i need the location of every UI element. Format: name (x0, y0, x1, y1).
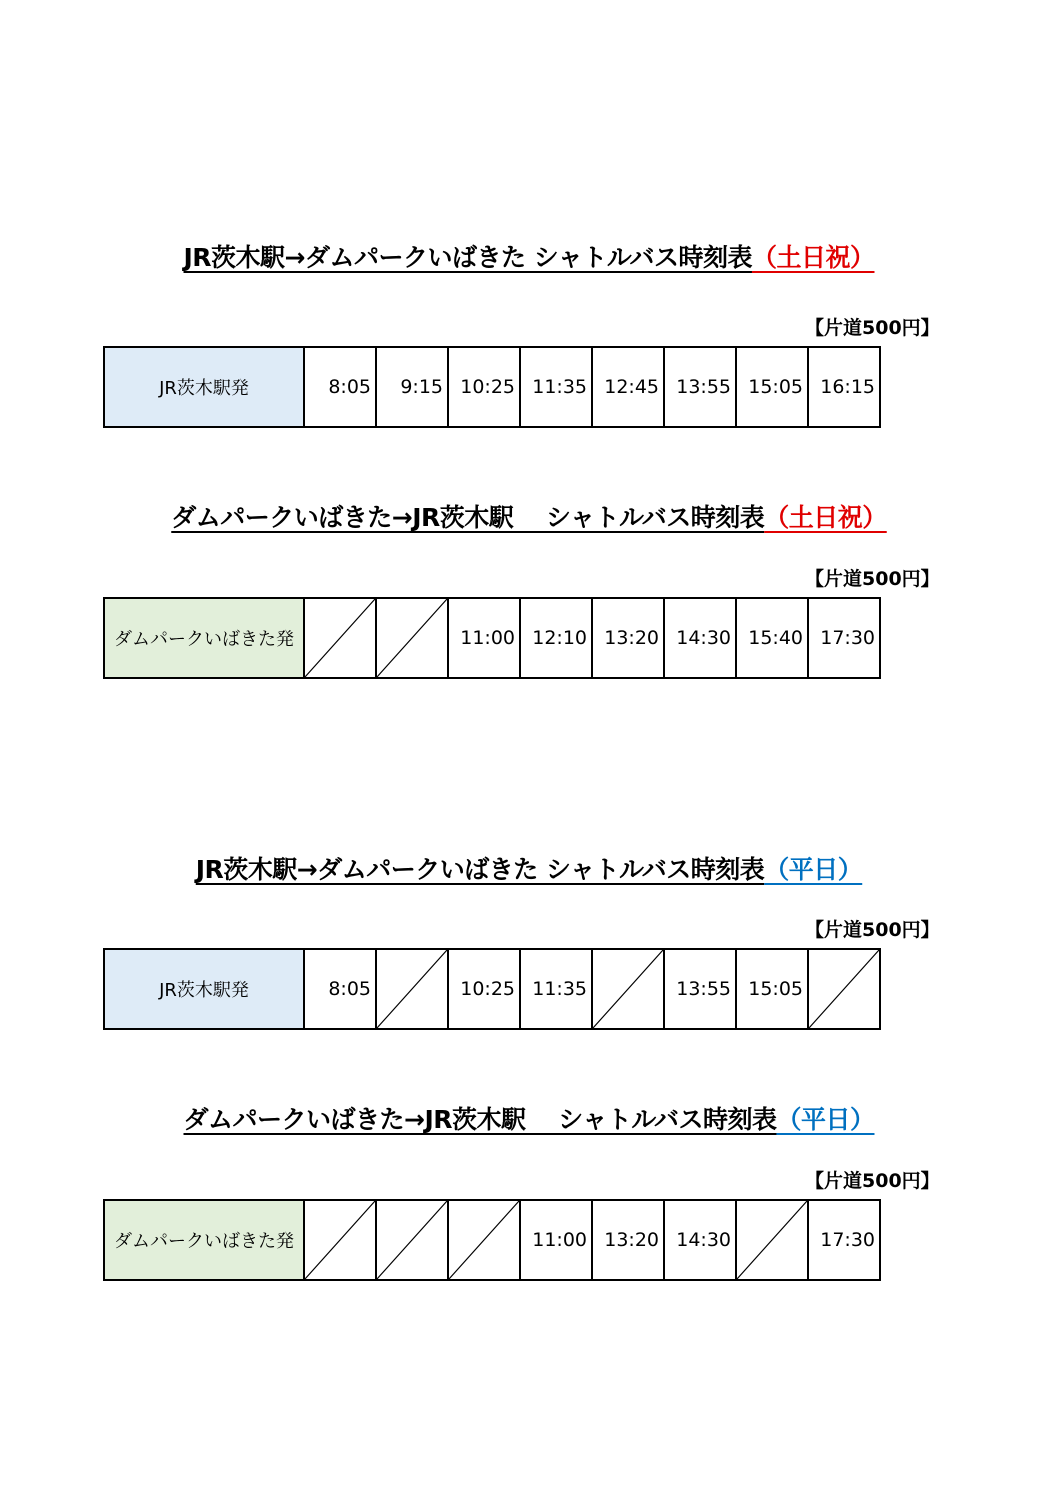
no-service-cell (808, 949, 880, 1029)
timetable-title-weekday-to-dampark (0, 850, 1058, 886)
time-cell: 15:05 (736, 347, 808, 427)
time-cell: 14:30 (664, 598, 736, 678)
time-cell: 13:20 (592, 598, 664, 678)
table-row (104, 949, 880, 1029)
title-tag-weekend: （土日祝） (764, 503, 887, 532)
time-cell: 16:15 (808, 347, 880, 427)
time-cell: 12:10 (520, 598, 592, 678)
time-cell: 9:15 (376, 347, 448, 427)
time-cell: 17:30 (808, 598, 880, 678)
title-main: JR茨木駅→ダムパークいばきた シャトルバス時刻表 (183, 243, 752, 272)
time-cell: 11:35 (520, 949, 592, 1029)
timetable-weekend-to-dampark (103, 346, 881, 428)
no-service-cell (304, 1200, 376, 1280)
time-cell: 13:20 (592, 1200, 664, 1280)
row-label-departure: ダムパークいばきた発 (104, 1200, 304, 1280)
title-main: ダムパークいばきた→JR茨木駅 シャトルバス時刻表 (171, 503, 765, 532)
table-row (104, 598, 880, 678)
row-label-departure: ダムパークいばきた発 (104, 598, 304, 678)
timetable-weekday-to-ibaraki (103, 1199, 881, 1281)
time-cell: 13:55 (664, 347, 736, 427)
time-cell: 8:05 (304, 949, 376, 1029)
time-cell: 10:25 (448, 949, 520, 1029)
timetable-title-weekend-to-dampark (0, 238, 1058, 274)
title-tag-weekday: （平日） (764, 855, 863, 884)
time-cell: 11:00 (520, 1200, 592, 1280)
time-cell: 17:30 (808, 1200, 880, 1280)
table-row (104, 1200, 880, 1280)
time-cell: 13:55 (664, 949, 736, 1029)
fare-label: 【片道500円】 (805, 1170, 940, 1192)
title-tag-weekend: （土日祝） (751, 243, 875, 272)
no-service-cell (376, 598, 448, 678)
title-tag-weekday: （平日） (776, 1105, 875, 1134)
no-service-cell (376, 1200, 448, 1280)
row-label-departure: JR茨木駅発 (104, 347, 304, 427)
time-cell: 11:35 (520, 347, 592, 427)
fare-label: 【片道500円】 (805, 568, 940, 590)
timetable-weekend-to-ibaraki (103, 597, 881, 679)
time-cell: 10:25 (448, 347, 520, 427)
row-label-departure: JR茨木駅発 (104, 949, 304, 1029)
no-service-cell (592, 949, 664, 1029)
time-cell: 15:05 (736, 949, 808, 1029)
title-main: JR茨木駅→ダムパークいばきた シャトルバス時刻表 (195, 855, 765, 884)
time-cell: 8:05 (304, 347, 376, 427)
time-cell: 14:30 (664, 1200, 736, 1280)
no-service-cell (736, 1200, 808, 1280)
timetable-title-weekend-to-ibaraki (0, 498, 1058, 534)
timetable-title-weekday-to-ibaraki (0, 1100, 1058, 1136)
timetable-weekday-to-dampark (103, 948, 881, 1030)
time-cell: 11:00 (448, 598, 520, 678)
fare-label: 【片道500円】 (805, 317, 940, 339)
time-cell: 12:45 (592, 347, 664, 427)
time-cell: 15:40 (736, 598, 808, 678)
table-row (104, 347, 880, 427)
no-service-cell (304, 598, 376, 678)
fare-label: 【片道500円】 (805, 919, 940, 941)
no-service-cell (376, 949, 448, 1029)
title-main: ダムパークいばきた→JR茨木駅 シャトルバス時刻表 (183, 1105, 777, 1134)
no-service-cell (448, 1200, 520, 1280)
